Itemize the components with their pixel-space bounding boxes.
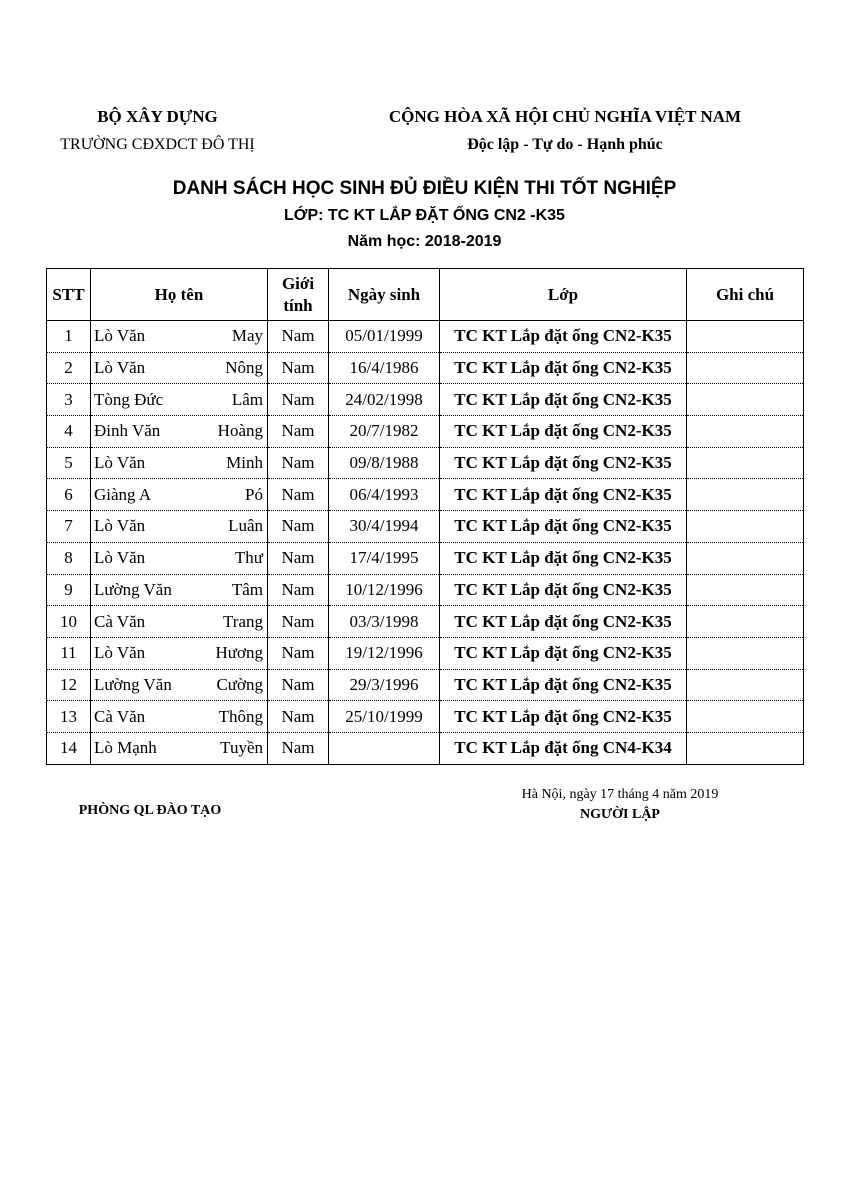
class-title: LỚP: TC KT LẮP ĐẶT ỐNG CN2 -K35 (284, 207, 565, 224)
cell-first-name: Luân (228, 516, 263, 536)
cell-class: TC KT Lắp đặt ống CN2-K35 (440, 447, 687, 479)
cell-dob (329, 732, 440, 764)
cell-note (687, 637, 804, 669)
cell-name (91, 384, 268, 416)
cell-note (687, 447, 804, 479)
signature-block (480, 785, 760, 825)
cell-first-name: Cường (216, 674, 263, 694)
table-row (47, 701, 804, 733)
cell-first-name: Hương (215, 643, 263, 663)
cell-dob: 24/02/1998 (329, 384, 440, 416)
cell-dob: 16/4/1986 (329, 352, 440, 384)
cell-dob: 10/12/1996 (329, 574, 440, 606)
header-class: Lớp (440, 269, 687, 321)
cell-last-name: Lò Văn (94, 516, 146, 536)
table-row (47, 447, 804, 479)
cell-dob: 29/3/1996 (329, 669, 440, 701)
cell-gender: Nam (268, 701, 329, 733)
table-row (47, 416, 804, 448)
cell-class: TC KT Lắp đặt ống CN2-K35 (440, 542, 687, 574)
cell-name (91, 701, 268, 733)
cell-gender: Nam (268, 574, 329, 606)
student-table (46, 268, 804, 765)
cell-note (687, 542, 804, 574)
cell-last-name: Lò Văn (94, 358, 146, 378)
header-note: Ghi chú (687, 269, 804, 321)
cell-gender: Nam (268, 384, 329, 416)
cell-name (91, 511, 268, 543)
cell-stt: 8 (47, 542, 91, 574)
cell-name (91, 447, 268, 479)
cell-dob: 17/4/1995 (329, 542, 440, 574)
cell-last-name: Lò Văn (94, 453, 146, 473)
cell-dob: 03/3/1998 (329, 606, 440, 638)
cell-class: TC KT Lắp đặt ống CN2-K35 (440, 637, 687, 669)
cell-name (91, 732, 268, 764)
cell-note (687, 352, 804, 384)
cell-first-name: Minh (226, 453, 263, 473)
cell-first-name: Thư (234, 548, 263, 568)
nation-name: CỘNG HÒA XÃ HỘI CHỦ NGHĨA VIỆT NAM (388, 107, 742, 126)
cell-class: TC KT Lắp đặt ống CN2-K35 (440, 511, 687, 543)
cell-dob: 06/4/1993 (329, 479, 440, 511)
cell-stt: 4 (47, 416, 91, 448)
cell-stt: 13 (47, 701, 91, 733)
cell-stt: 6 (47, 479, 91, 511)
cell-last-name: Cà Văn (94, 706, 146, 726)
cell-name (91, 606, 268, 638)
table-row (47, 542, 804, 574)
table-row (47, 321, 804, 353)
cell-name (91, 352, 268, 384)
table-row (47, 669, 804, 701)
cell-note (687, 511, 804, 543)
cell-first-name: Tâm (231, 579, 263, 599)
creator-signer: NGƯỜI LẬP (580, 807, 660, 822)
cell-stt: 7 (47, 511, 91, 543)
table-row (47, 352, 804, 384)
cell-stt: 10 (47, 606, 91, 638)
training-dept-signer: PHÒNG QL ĐÀO TẠO (78, 803, 222, 818)
cell-first-name: Nông (225, 358, 263, 378)
title-block (0, 175, 849, 255)
cell-name (91, 416, 268, 448)
cell-class: TC KT Lắp đặt ống CN2-K35 (440, 416, 687, 448)
cell-note (687, 321, 804, 353)
cell-first-name: Trang (223, 611, 263, 631)
cell-last-name: Đinh Văn (94, 421, 161, 441)
cell-gender: Nam (268, 511, 329, 543)
cell-note (687, 669, 804, 701)
cell-gender: Nam (268, 416, 329, 448)
cell-class: TC KT Lắp đặt ống CN2-K35 (440, 384, 687, 416)
header-left (50, 103, 265, 159)
motto: Độc lập - Tự do - Hạnh phúc (467, 136, 663, 153)
cell-first-name: Lâm (231, 389, 263, 409)
document-title: DANH SÁCH HỌC SINH ĐỦ ĐIỀU KIỆN THI TỐT NGHIỆP (172, 178, 677, 199)
cell-stt: 1 (47, 321, 91, 353)
table-row (47, 732, 804, 764)
cell-last-name: Lò Văn (94, 548, 146, 568)
cell-last-name: Cà Văn (94, 611, 146, 631)
header-right (365, 103, 765, 159)
cell-gender: Nam (268, 732, 329, 764)
cell-class: TC KT Lắp đặt ống CN2-K35 (440, 574, 687, 606)
cell-last-name: Lường Văn (94, 579, 172, 599)
cell-class: TC KT Lắp đặt ống CN2-K35 (440, 606, 687, 638)
cell-note (687, 606, 804, 638)
cell-gender: Nam (268, 321, 329, 353)
cell-class: TC KT Lắp đặt ống CN2-K35 (440, 479, 687, 511)
cell-dob: 09/8/1988 (329, 447, 440, 479)
cell-gender: Nam (268, 542, 329, 574)
cell-class: TC KT Lắp đặt ống CN2-K35 (440, 352, 687, 384)
table-row (47, 479, 804, 511)
cell-note (687, 732, 804, 764)
table-row (47, 574, 804, 606)
school-year: Năm học: 2018-2019 (347, 233, 502, 250)
cell-gender: Nam (268, 479, 329, 511)
table-row (47, 606, 804, 638)
cell-note (687, 701, 804, 733)
cell-stt: 2 (47, 352, 91, 384)
cell-dob: 05/01/1999 (329, 321, 440, 353)
header-gender-line2: tính (283, 295, 313, 315)
cell-stt: 12 (47, 669, 91, 701)
cell-name (91, 637, 268, 669)
cell-first-name: Pó (245, 484, 263, 504)
cell-last-name: Lò Văn (94, 326, 146, 346)
header-stt: STT (47, 269, 91, 321)
cell-dob: 20/7/1982 (329, 416, 440, 448)
cell-gender: Nam (268, 637, 329, 669)
header-gender (268, 269, 329, 321)
cell-note (687, 384, 804, 416)
cell-stt: 14 (47, 732, 91, 764)
cell-name (91, 669, 268, 701)
ministry-name: BỘ XÂY DỰNG (97, 107, 218, 126)
place-date: Hà Nội, ngày 17 tháng 4 năm 2019 (521, 787, 719, 802)
table-row (47, 637, 804, 669)
cell-stt: 5 (47, 447, 91, 479)
cell-last-name: Lường Văn (94, 674, 172, 694)
cell-class: TC KT Lắp đặt ống CN2-K35 (440, 669, 687, 701)
cell-first-name: May (231, 326, 263, 346)
cell-gender: Nam (268, 352, 329, 384)
table-header-row (47, 269, 804, 321)
cell-first-name: Tuyền (220, 738, 263, 758)
cell-note (687, 479, 804, 511)
cell-dob: 19/12/1996 (329, 637, 440, 669)
cell-name (91, 542, 268, 574)
cell-last-name: Tòng Đức (94, 389, 164, 409)
school-name: TRƯỜNG CĐXDCT ĐÔ THỊ (60, 136, 255, 153)
header-gender-line1: Giới (281, 273, 315, 293)
header-dob: Ngày sinh (329, 269, 440, 321)
cell-gender: Nam (268, 447, 329, 479)
cell-dob: 30/4/1994 (329, 511, 440, 543)
cell-stt: 11 (47, 637, 91, 669)
cell-gender: Nam (268, 606, 329, 638)
cell-class: TC KT Lắp đặt ống CN4-K34 (440, 732, 687, 764)
cell-note (687, 416, 804, 448)
cell-class: TC KT Lắp đặt ống CN2-K35 (440, 701, 687, 733)
cell-first-name: Thông (218, 706, 263, 726)
cell-name (91, 321, 268, 353)
cell-name (91, 479, 268, 511)
cell-first-name: Hoàng (217, 421, 263, 441)
cell-note (687, 574, 804, 606)
table-row (47, 384, 804, 416)
table-row (47, 511, 804, 543)
cell-last-name: Giàng A (94, 484, 152, 504)
cell-last-name: Lò Mạnh (94, 738, 157, 758)
cell-class: TC KT Lắp đặt ống CN2-K35 (440, 321, 687, 353)
cell-gender: Nam (268, 669, 329, 701)
cell-stt: 3 (47, 384, 91, 416)
cell-stt: 9 (47, 574, 91, 606)
cell-last-name: Lò Văn (94, 643, 146, 663)
cell-dob: 25/10/1999 (329, 701, 440, 733)
header-name: Họ tên (91, 269, 268, 321)
cell-name (91, 574, 268, 606)
